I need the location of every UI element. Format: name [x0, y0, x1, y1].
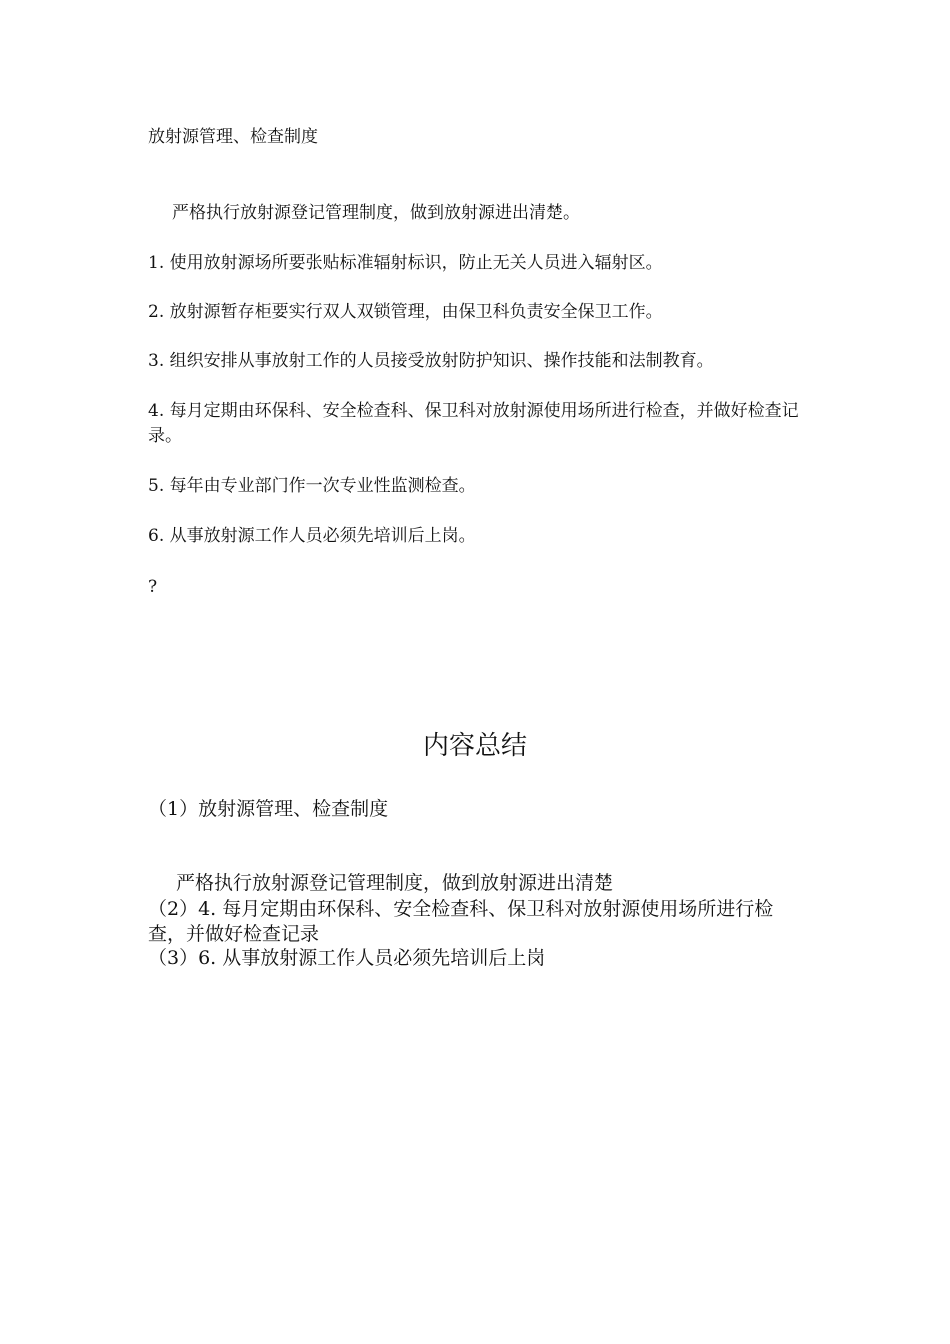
rule-item-3: 3. 组织安排从事放射工作的人员接受放射防护知识、操作技能和法制教育。 [148, 351, 714, 371]
summary-title: 内容总结 [422, 731, 527, 761]
rule-item-6: 6. 从事放射源工作人员必须先培训后上岗。 [148, 526, 476, 546]
document-heading: 放射源管理、检查制度 [148, 127, 318, 147]
rule-item-1: 1. 使用放射源场所要张贴标准辐射标识，防止无关人员进入辐射区。 [148, 253, 663, 273]
intro-paragraph: 严格执行放射源登记管理制度，做到放射源进出清楚。 [172, 203, 580, 223]
rule-item-2: 2. 放射源暂存柜要实行双人双锁管理，由保卫科负责安全保卫工作。 [148, 302, 663, 322]
summary-point-1-detail: 严格执行放射源登记管理制度，做到放射源进出清楚 [176, 872, 614, 894]
summary-point-1: （1）放射源管理、检查制度 [148, 798, 389, 820]
summary-point-2: （2）4. 每月定期由环保科、安全检查科、保卫科对放射源使用场所进行检查，并做好检查记录 [148, 898, 774, 945]
rule-item-4: 4. 每月定期由环保科、安全检查科、保卫科对放射源使用场所进行检查，并做好检查记录。 [148, 401, 799, 446]
stray-mark: ? [148, 577, 158, 597]
summary-point-3: （3）6. 从事放射源工作人员必须先培训后上岗 [148, 947, 546, 969]
rule-item-5: 5. 每年由专业部门作一次专业性监测检查。 [148, 476, 476, 496]
